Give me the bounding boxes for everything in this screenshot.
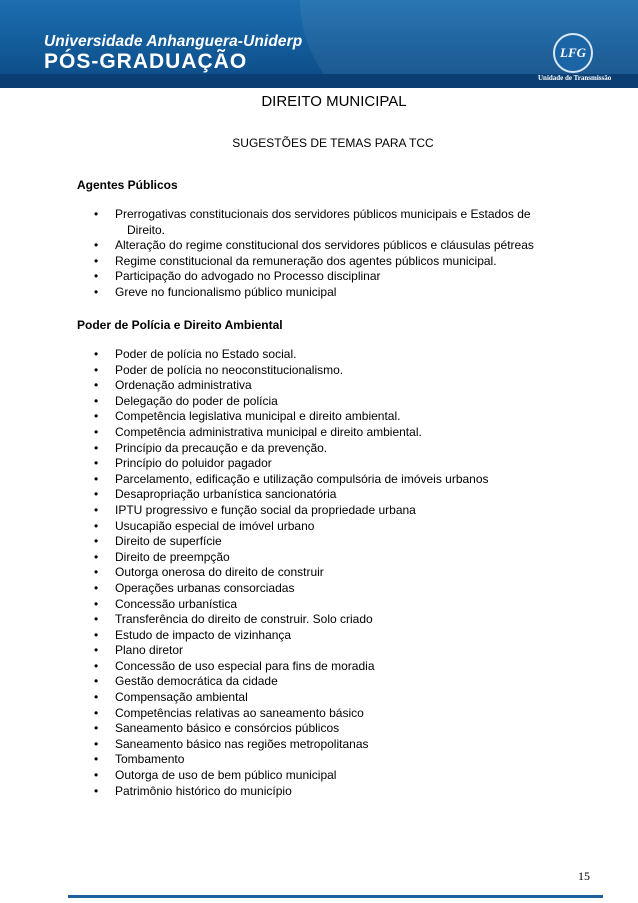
footer-rule [68, 895, 603, 898]
poder-de-policia-list [0, 347, 638, 799]
section-heading-poder-de-policia: Poder de Polícia e Direito Ambiental [77, 318, 283, 332]
list-item: • Greve no funcionalismo público municipal [0, 285, 565, 301]
list-item: • Ordenação administrativa [0, 378, 565, 394]
list-item: • Saneamento básico nas regiões metropolitanas [0, 737, 565, 753]
list-item: • Delegação do poder de polícia [0, 394, 565, 410]
list-item: • Desapropriação urbanística sancionatória [0, 487, 565, 503]
list-item: • Operações urbanas consorciadas [0, 581, 565, 597]
list-item: • Usucapião especial de imóvel urbano [0, 519, 565, 535]
document-subtitle: SUGESTÕES DE TEMAS PARA TCC [232, 136, 434, 150]
agentes-publicos-list [0, 207, 638, 301]
list-item-continuation: Direito. [127, 222, 166, 237]
list-item: • Regime constitucional da remuneração dos agentes públicos municipal. [0, 254, 565, 270]
university-name: Universidade Anhanguera-Uniderp [44, 33, 303, 50]
list-item: • Direito de preempção [0, 550, 565, 566]
list-item: • Concessão de uso especial para fins de moradia [0, 659, 565, 675]
logo-caption: Unidade de Transmissão [538, 74, 612, 82]
list-item: • Poder de polícia no neoconstitucionalismo. [0, 363, 565, 379]
list-item: • Outorga onerosa do direito de construir [0, 565, 565, 581]
list-item [0, 207, 565, 238]
list-item: • Patrimônio histórico do município [0, 784, 565, 800]
list-item: • Gestão democrática da cidade [0, 674, 565, 690]
list-item-text: Prerrogativas constitucionais dos servidores públicos municipais e Estados de [115, 207, 531, 221]
list-item: • Estudo de impacto de vizinhança [0, 628, 565, 644]
list-item: • Princípio do poluidor pagador [0, 456, 565, 472]
section-heading-agentes-publicos: Agentes Públicos [77, 178, 178, 192]
list-item: • Plano diretor [0, 643, 565, 659]
list-item: • Transferência do direito de construir. Solo criado [0, 612, 565, 628]
list-item: • Saneamento básico e consórcios públicos [0, 721, 565, 737]
program-name: PÓS-GRADUAÇÃO [44, 50, 248, 73]
list-item: • Tombamento [0, 752, 565, 768]
list-item: • Alteração do regime constitucional dos servidores públicos e cláusulas pétreas [0, 238, 565, 254]
list-item: • Competências relativas ao saneamento básico [0, 706, 565, 722]
page-header-banner [0, 0, 638, 88]
list-item: • Princípio da precaução e da prevenção. [0, 441, 565, 457]
list-item: • Competência legislativa municipal e direito ambiental. [0, 409, 565, 425]
list-item: • Poder de polícia no Estado social. [0, 347, 565, 363]
list-item: • Outorga de uso de bem público municipal [0, 768, 565, 784]
lfg-logo: LFG [553, 33, 593, 73]
page-number: 15 [578, 869, 590, 883]
list-item: • Parcelamento, edificação e utilização compulsória de imóveis urbanos [0, 472, 565, 488]
list-item: • Competência administrativa municipal e direito ambiental. [0, 425, 565, 441]
list-item: • IPTU progressivo e função social da propriedade urbana [0, 503, 565, 519]
list-item: • Participação do advogado no Processo disciplinar [0, 269, 565, 285]
list-item: • Concessão urbanística [0, 597, 565, 613]
list-item: • Direito de superfície [0, 534, 565, 550]
list-item: • Compensação ambiental [0, 690, 565, 706]
document-title: DIREITO MUNICIPAL [261, 93, 407, 110]
